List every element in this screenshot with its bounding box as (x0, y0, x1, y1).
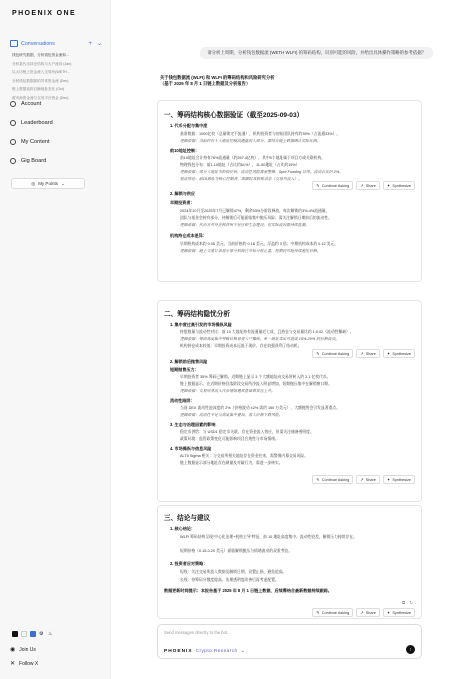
section-line: 逻辑依据：交易所净流入代币增加通常意味着卖压上升。 (180, 389, 275, 393)
synthesize-button[interactable] (383, 475, 415, 484)
section-line: 逻辑依据：代币方对外宣称将用于社区和生态建设，但实际流向需持续监测。 (180, 223, 310, 227)
conversation-item[interactable]: 以太坊链上资金流入交易所(WETH… (12, 70, 71, 74)
section-line: 链上数据显示部分地址存在刷量及对敲行为，需进一步核实。 (180, 461, 283, 465)
section-line: 持股数量与流动性对比：前 10 大地址持有流通量近七成，且持仓与交易量比约 1:0.02（流动性稀缺）。 (180, 330, 354, 334)
share-button[interactable] (356, 475, 380, 484)
section-line: 数据更新时间提示：本报告基于 2025 年 8 月 1 日链上数据，后续需结合最新数据持续跟踪。 (164, 588, 332, 593)
share-icon: ↗ (360, 183, 364, 188)
section-line: 4. 市场操纵与信息风险 (170, 446, 212, 451)
nav-my-content-label: My Content (21, 139, 50, 145)
section-line: 政策环境：监管政策变化可能影响项目合规性与市场情绪。 (180, 437, 279, 441)
section-line: 1. 代币分配与集中度 (170, 123, 208, 128)
section-line: 机构持仓成本较低：早期投资成本远低于现价，存在较强获利了结动机。 (180, 344, 302, 348)
section-line: 流动性陷阱： (170, 398, 195, 403)
folder-icon (10, 139, 16, 145)
app-logo: PHOENIX ONE (12, 10, 77, 17)
chevron-down-icon: ⌄ (60, 180, 65, 186)
model-selector[interactable] (164, 648, 245, 654)
section-line: 逻辑依据：流动性不足与高度集中叠加，放大价格下跌风险。 (180, 413, 283, 417)
send-icon[interactable]: ↑ (406, 645, 415, 654)
sidebar (0, 0, 111, 679)
section-line: 早期机构成本约 0.05 美元，当前价格约 0.18 美元，浮盈约 3 倍；中期机构成本约 0.12 美元。 (180, 242, 339, 246)
conversation-item[interactable]: 分析钱包数据源的异常资金流 (Dec) (12, 78, 69, 83)
continue-asking-label: Continue Asking (321, 477, 350, 482)
section-line: 2. 解锁与供应 (170, 191, 196, 196)
section-line: 稳定币供给：与 USD1 稳定币关联，存在资金流入效应，但需关注储备透明度。 (180, 430, 314, 434)
join-us-link[interactable] (10, 645, 102, 654)
nav-leaderboard-label: Leaderboard (21, 120, 53, 126)
globe-icon[interactable]: ⚙ (39, 631, 44, 637)
continue-asking-label: Continue Asking (321, 351, 350, 356)
section-line: 1. 集中度过高引发的市场操纵风险 (170, 322, 232, 327)
section-title: 二、筹码结构隐忧分析 (164, 311, 230, 318)
add-conversation-icon[interactable]: + (88, 40, 92, 47)
share-label: Share (365, 477, 376, 482)
section-line: 链上数据显示，在近期价格回落阶段交易所净流入明显增加，短期抛压集中在解锁窗口期。 (180, 382, 332, 386)
section-card-2 (157, 300, 422, 502)
board-icon (10, 158, 16, 164)
section-line: 前10地址控制： (170, 148, 200, 153)
chat-icon: ✎ (316, 183, 320, 188)
section-title: 三、结论与建议 (164, 515, 211, 522)
continue-asking-button[interactable] (312, 608, 353, 617)
share-button[interactable] (356, 349, 380, 358)
nav-my-content[interactable] (10, 137, 102, 147)
section-card-3 (157, 505, 422, 619)
conversations-header[interactable] (10, 39, 102, 48)
section-line: ALT5 Sigma 相关：与交易所相关地址存在资金往来，需警惕内幕交易风险。 (180, 454, 308, 458)
model-brand-sub: Crypto Research (195, 648, 238, 654)
conversation-list (12, 51, 104, 102)
message-composer[interactable] (157, 624, 422, 659)
synthesize-button[interactable] (383, 349, 415, 358)
theme-swatches (12, 631, 54, 637)
share-icon: ↗ (360, 477, 364, 482)
share-button[interactable] (356, 608, 380, 617)
share-label: Share (365, 610, 376, 615)
section-line: 逻辑依据：筹码高度集中导致价格易受大户操纵，单一地址卖出可造成 15%-20% 的价格波动。 (180, 337, 340, 341)
copy-icon[interactable]: ⧉ (402, 600, 406, 605)
section-line: 短期价格（0.15-0.20 美元）面临解锁抛压与情绪波动的双重考验。 (180, 549, 293, 553)
nav-leaderboard[interactable] (10, 118, 102, 128)
conversation-item[interactable]: 分析某代币持仓结构与大户流向 (Jan) (12, 61, 72, 66)
share-button[interactable] (356, 181, 380, 190)
discord-icon: ◉ (10, 647, 16, 653)
theme-light-swatch[interactable] (21, 631, 27, 637)
sparkle-icon: ✦ (386, 477, 391, 482)
chevron-down-icon[interactable]: ⌄ (96, 41, 102, 47)
section-line: 早期投资者 35% 筹码已解锁，近期链上显示 3 个大额地址向交易所转入约 2.1 亿枚代币。 (180, 375, 331, 379)
nav-gig-board-label: Gig Board (21, 158, 47, 164)
section-line: 机构持仓成本差异： (170, 233, 207, 238)
section-line: 当前 DEX 流动性池深度约 2%（价格波动 ±2% 需约 150 万美元），大额抛售会引发显著滑点。 (180, 406, 340, 410)
my-points-label: My Points (38, 181, 58, 186)
follow-x-label: Follow X (19, 660, 39, 667)
synthesize-button[interactable] (383, 608, 415, 617)
share-icon: ↗ (360, 351, 364, 356)
chat-icon (10, 40, 18, 47)
message-input[interactable]: Send messages directly to the bot... (164, 630, 231, 635)
section-line: 团队与基金会持有部分，待解锁后可能面临集中抛压风险；需关注解锁日期前后的流动性。 (180, 216, 332, 220)
section-line: 逻辑依据：部分大地址为机构托管，流动性风险需要警惕，Spot Funding 异常。流动占比约 2%。 (180, 170, 344, 174)
continue-asking-button[interactable] (312, 181, 353, 190)
chat-icon: ✎ (316, 610, 320, 615)
section-line: 验证结论：前10地址为核心控制者，需跟踪其转账动态（交易所流入）。 (180, 177, 302, 181)
synthesize-button[interactable] (383, 181, 415, 190)
answer-heading-line: 关于钱包数据流 (WLFI) 和 WLFI 的筹码结构和风险研究分析 (160, 75, 275, 80)
chevron-down-icon: ⌄ (240, 648, 246, 654)
user-icon (10, 101, 16, 107)
section-card-1 (157, 100, 422, 282)
synthesize-label: Synthesize (392, 351, 411, 356)
sparkle-icon: ✦ (386, 351, 391, 356)
coin-icon: ◎ (31, 180, 36, 186)
section-line: 2. 解锁前后抛售风险 (170, 359, 208, 364)
continue-asking-label: Continue Asking (321, 610, 350, 615)
section-line: 3. 生态与治理因素的影响 (170, 422, 216, 427)
section-line: 2024年10月至2025年7月已解锁47%，剩余53%分阶段释放，每次解锁约3%-4%流通量。 (180, 209, 330, 213)
continue-asking-label: Continue Asking (321, 183, 350, 188)
nav-account[interactable] (10, 99, 102, 109)
conversation-item[interactable]: 钱包研究数据，分析钱包资金流和… (12, 53, 70, 57)
section-line: WLFI 筹码结构呈现“中心化治理+机构主导”特征，前 10 地址高度集中，流动性较差，解锁压力持续存在。 (180, 535, 357, 539)
synthesize-label: Synthesize (392, 610, 411, 615)
section-title: 一、筹码结构核心数据验证（截至2025-09-03） (164, 112, 304, 119)
model-brand-name: PHOENIX (164, 648, 193, 654)
message-actions (312, 475, 415, 484)
section-line: 逻辑依据：链上交易记录显示部分机构已开始分批止盈，短期内可能持续施压价格。 (180, 249, 321, 253)
share-icon: ↗ (360, 610, 364, 615)
copy-controls (402, 600, 413, 606)
refresh-icon[interactable]: ↻ (409, 600, 413, 605)
continue-asking-button[interactable] (312, 349, 353, 358)
message-actions (312, 181, 415, 190)
conversation-item[interactable]: 做市商资金流与交易平台资金 (Dec) (12, 95, 69, 100)
flame-icon[interactable]: ♨ (48, 631, 53, 637)
user-message: 请分析上周期，分析钱包数据流 (WETH WLFI) 的筹码结构，识别可能的风险，并给出具体操作策略的参考依据？ (200, 47, 433, 59)
answer-heading (160, 75, 275, 87)
share-label: Share (365, 183, 376, 188)
section-line: 基准数据：1000亿枚（总量锁定不流通），机构投资者与初始团队持有约35%（占流通33%）。 (180, 132, 341, 136)
chat-main (110, 0, 471, 679)
sparkle-icon: ✦ (386, 610, 391, 615)
section-line: 早期投资者： (170, 200, 195, 205)
join-us-label: Join Us (19, 646, 36, 653)
trophy-icon (10, 120, 16, 126)
section-line: 2. 投资者应对策略： (170, 561, 208, 566)
message-actions (312, 608, 415, 617)
follow-x-link[interactable] (10, 659, 102, 668)
section-line: 短线：关注交易所流入数据及解锁日期，设置止损，避免追高。 (180, 570, 287, 574)
section-line: 长线：待筹码分散度提高、治理透明度改善后再考虑配置。 (180, 578, 279, 582)
message-actions (312, 349, 415, 358)
conversation-item[interactable]: 链上数据追踪巨鲸地址变化 (Oct) (12, 87, 65, 91)
my-points-button[interactable] (11, 178, 85, 189)
section-line: 短期抛售压力： (170, 367, 199, 372)
x-icon: ✕ (10, 661, 16, 667)
answer-heading-line: （基于 2025 年 8 月 1 日链上数据及分析报告） (160, 81, 251, 87)
section-line: 1. 核心结论： (170, 526, 196, 531)
continue-asking-button[interactable] (312, 475, 353, 484)
theme-dark-swatch[interactable] (12, 631, 18, 637)
conversations-label: Conversations (21, 40, 55, 47)
nav-account-label: Account (21, 101, 42, 107)
synthesize-label: Synthesize (392, 183, 411, 188)
chat-icon: ✎ (316, 477, 320, 482)
section-line: 逻辑依据：当前约有十大地址控制流通盘的大部分，需结合链上数据确认实际比例。 (180, 139, 321, 143)
section-line: 物理钱包分布：前1-10地址（占比约61%），11-50地址（占比约15%） (180, 163, 300, 167)
chat-icon: ✎ (316, 351, 320, 356)
nav-gig-board[interactable] (10, 156, 102, 166)
section-line: 前10地址合计持有76%流通量（约267.4亿枚），其中5个地址属于项目方或关联机构。 (180, 156, 325, 160)
share-label: Share (365, 351, 376, 356)
synthesize-label: Synthesize (392, 477, 411, 482)
theme-blue-swatch[interactable] (30, 631, 36, 637)
sparkle-icon: ✦ (386, 183, 391, 188)
